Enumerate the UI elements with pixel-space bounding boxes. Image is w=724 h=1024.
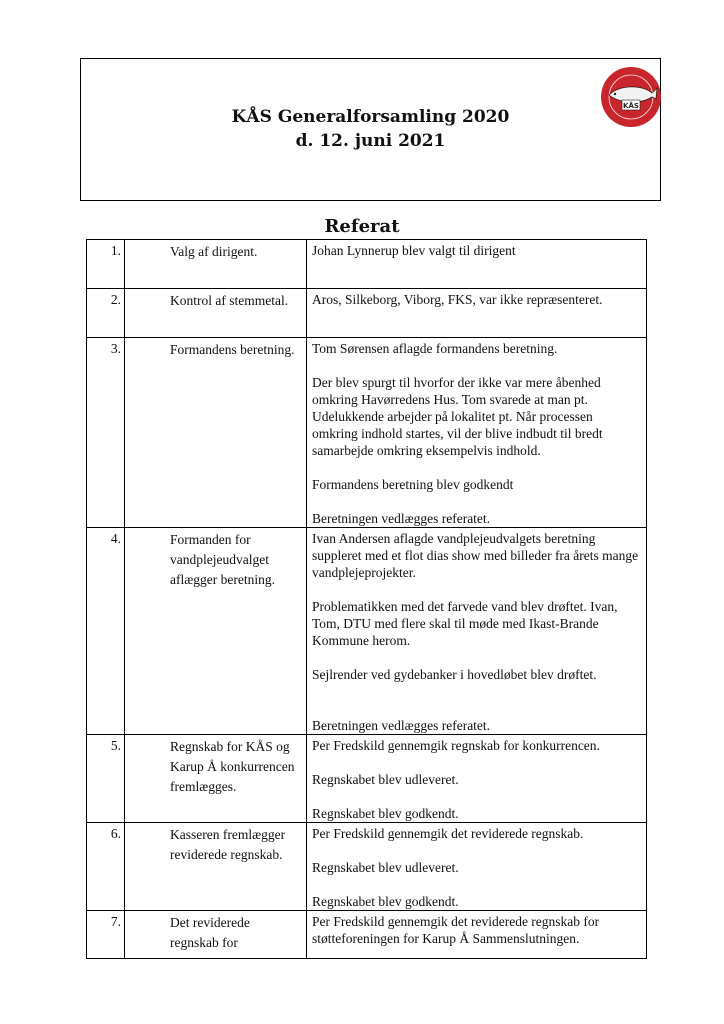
content-paragraph: Beretningen vedlægges referatet.	[312, 511, 491, 526]
content-paragraph: Johan Lynnerup blev valgt til dirigent	[312, 243, 516, 258]
logo-text: KÅS	[623, 102, 639, 110]
row-content	[307, 289, 647, 338]
row-topic: Det reviderede regnskab for	[125, 911, 307, 959]
row-content	[307, 735, 647, 823]
content-paragraph: Regnskabet blev udleveret.	[312, 860, 459, 875]
row-number: 1.	[87, 240, 125, 289]
row-topic: Kasseren fremlægger reviderede regnskab.	[125, 823, 307, 911]
content-paragraph: Problematikken med det farvede vand blev drøftet. Ivan, Tom, DTU med flere skal til møde med Ikast-Brande Kommune herom.	[312, 599, 618, 648]
row-topic: Valg af dirigent.	[125, 240, 307, 289]
content-paragraph: Aros, Silkeborg, Viborg, FKS, var ikke repræsenteret.	[312, 292, 603, 307]
row-topic: Formanden for vandplejeudvalget aflægger beretning.	[125, 528, 307, 735]
content-paragraph: Ivan Andersen aflagde vandplejeudvalgets beretning suppleret med et flot dias show med billeder fra årets mange vandplejeprojekter.	[312, 531, 639, 580]
row-number: 4.	[87, 528, 125, 735]
table-row	[87, 823, 647, 911]
table-row	[87, 240, 647, 289]
content-paragraph: Beretningen vedlægges referatet.	[312, 718, 491, 733]
row-content	[307, 823, 647, 911]
content-paragraph: Per Fredskild gennemgik regnskab for konkurrencen.	[312, 738, 600, 753]
row-topic: Formandens beretning.	[125, 338, 307, 528]
content-paragraph: Tom Sørensen aflagde formandens beretning.	[312, 341, 558, 356]
content-paragraph: Per Fredskild gennemgik det reviderede regnskab.	[312, 826, 584, 841]
row-number: 3.	[87, 338, 125, 528]
row-content	[307, 528, 647, 735]
minutes-table	[86, 239, 647, 959]
row-content	[307, 240, 647, 289]
header-box	[80, 58, 661, 201]
row-content	[307, 338, 647, 528]
content-paragraph: Regnskabet blev godkendt.	[312, 806, 459, 821]
table-row	[87, 911, 647, 959]
table-row	[87, 735, 647, 823]
title-line-2: d. 12. juni 2021	[295, 131, 446, 151]
content-paragraph: Formandens beretning blev godkendt	[312, 477, 514, 492]
content-paragraph: Regnskabet blev godkendt.	[312, 894, 459, 909]
kas-fish-logo-icon	[600, 66, 662, 128]
title-line-1: KÅS Generalforsamling 2020	[231, 107, 510, 127]
content-paragraph: Per Fredskild gennemgik det reviderede regnskab for støtteforeningen for Karup Å Sammenslutningen.	[312, 914, 600, 946]
table-row	[87, 528, 647, 735]
table-row	[87, 338, 647, 528]
row-number: 7.	[87, 911, 125, 959]
row-content	[307, 911, 647, 959]
section-title: Referat	[324, 216, 400, 237]
row-number: 6.	[87, 823, 125, 911]
table-row	[87, 289, 647, 338]
row-topic: Kontrol af stemmetal.	[125, 289, 307, 338]
row-number: 5.	[87, 735, 125, 823]
row-topic: Regnskab for KÅS og Karup Å konkurrencen fremlægges.	[125, 735, 307, 823]
content-paragraph: Sejlrender ved gydebanker i hovedløbet blev drøftet.	[312, 667, 597, 682]
row-number: 2.	[87, 289, 125, 338]
content-paragraph: Regnskabet blev udleveret.	[312, 772, 459, 787]
content-paragraph: Der blev spurgt til hvorfor der ikke var mere åbenhed omkring Havørredens Hus. Tom svarede at man pt. Udelukkende arbejder på lokalitet pt. Når processen omkring indhold startes, vil der blive indbudt til bredt samarbejde omkring eksempelvis indhold.	[312, 375, 603, 458]
page-title	[81, 105, 660, 153]
